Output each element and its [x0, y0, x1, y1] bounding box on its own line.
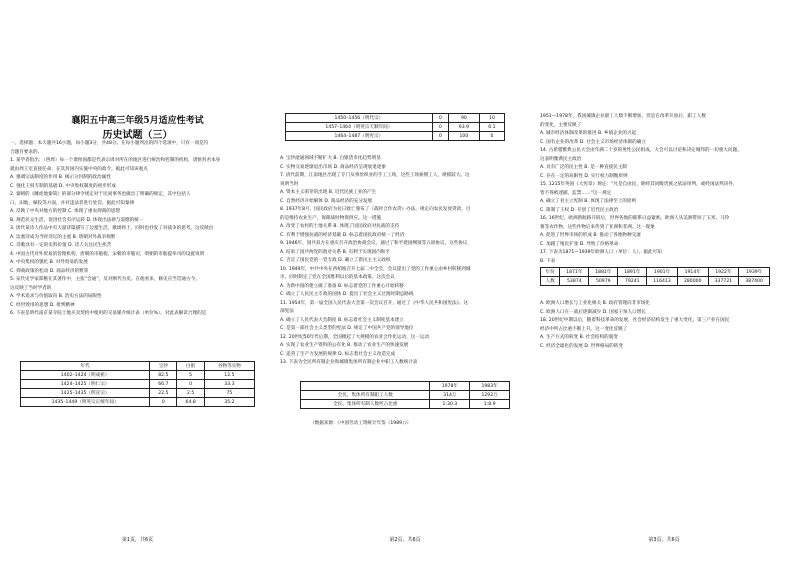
text-line: A. 具有广泛的民主性 B. 是一种直接民主制	[540, 165, 628, 170]
table-cell: 0	[432, 114, 448, 123]
text-line: B. 规范民众生活，促进社会有序运转 D. 体现出法律与道德的统一	[10, 217, 144, 223]
text-line: C. 确立了人民民主专政的国体 D. 提出了社会主义过渡时期总路线	[280, 292, 414, 297]
text-line: A. 为新中国的建立做了准备 B. 标志着党的工作重心开始转移	[280, 283, 404, 289]
text-line: 一、选择题：本大题共16小题，每小题3分，共48分。在每小题列出的四个选项中，只有一项是符	[10, 141, 209, 146]
text-line: 1951—1978年，我国城镇企业职工人数不断增加，但是在改革开放后，职工人数	[540, 114, 706, 119]
text-line: 4. 中国古代对外贸易的管理机构，唐朝的市舶使、宋朝的市舶司，明朝的市舶提举司的设置说明	[10, 251, 205, 257]
table-header-cell: 1881年	[589, 268, 618, 277]
table-cell: 6.1	[479, 123, 504, 132]
table-cell: 337721	[708, 277, 739, 286]
table-cell: 79241	[618, 277, 647, 286]
text-line: C. 抑商政策的松动 D. 商品经济的繁荣	[10, 268, 89, 274]
text-line: C. 国有企业的改革 D. 社会主义市场经济体制的确立	[540, 139, 646, 145]
text-line: A. 实现了农业生产资料的公有化 B. 推动了农业生产的快速发展	[280, 343, 409, 348]
text-line: 8. 1937年8月，国民政府为抗日救亡颁布了《战时合作农贷》办法，规定向农民发放贷款，目	[280, 207, 471, 212]
table-cell: 全民、集体所有制人数所占比重	[301, 400, 430, 409]
table-cell: 0	[432, 132, 448, 141]
table-row	[301, 391, 510, 400]
table-cell: 10	[479, 114, 504, 123]
text-line: 18. 20世纪中期以后，随着科技革命的发展，社会经济结构发生了重大变化，第三产业在国民	[540, 318, 730, 323]
text-line: A. 宝钞流通领域不断扩大 B. 白银货币化趋势明显	[280, 156, 381, 161]
table-row	[21, 371, 255, 380]
table-cell: 280000	[677, 277, 708, 286]
text-line: A. 学术追求与价值取向 B. 治史方法的局限性	[10, 294, 102, 299]
text-line: 这表明雅典民主政治	[540, 156, 582, 162]
text-line: C. 经济全球化的发展 D. 世界格局的转变	[540, 343, 623, 349]
text-line: A. 反映了中央对地方的控制 C. 体现了重农抑商的思想	[10, 209, 121, 214]
table-row	[21, 398, 255, 407]
table-cell: 1435–1449（明英宗正统年间）	[21, 398, 150, 407]
table-row	[21, 380, 255, 389]
table-cell: 1425–1435（明宣宗）	[21, 389, 150, 398]
text-line: 11. 1954年，第一届全国人民代表大会第一次会议召开，通过了《中华人民共和国宪法》。这	[280, 300, 469, 306]
text-line: 就由周王室直接任命，在其封国内实施中央的政令。据此可知该观点	[10, 166, 148, 172]
table-cell: 314万	[430, 391, 470, 400]
text-line: 的是维持农业生产，保障战时物资供应。这一措施	[280, 215, 382, 221]
table-header-cell: 1983年	[470, 382, 510, 391]
table-cell: 全民、集体所有制职工人数	[301, 391, 430, 400]
text-line: C. 强化王权专制的基础 D. 中央集权制度的初步形成	[10, 183, 116, 189]
table-cell: 116413	[647, 277, 678, 286]
text-line: 7. 清代前期，江南地区出现了专门从事丝织业的手工工场，这些工场雇佣工人，规模较大。这	[280, 173, 470, 178]
text-line: A. 生产方式的转变 B. 社会结构的演变	[540, 335, 618, 340]
table-row	[541, 277, 770, 286]
page-1	[10, 0, 265, 561]
table-header-cell: 1978年	[430, 382, 470, 391]
text-line: 12. 20世纪50年代后期，全国掀起了大规模的农业合作化运动，这一运动	[280, 334, 430, 340]
text-line: 5. 宋代史学家郑樵在其著作中，主张“会通”，反对断代为史。在他看来，修史应当贯通古今。	[10, 277, 200, 282]
table-header-cell: 年代	[21, 362, 150, 371]
table-cell: 82.5	[150, 371, 177, 380]
table-cell: 1457–1464（明英宗天顺年间）	[286, 123, 433, 132]
text-line: 薯等农作物，这些作物后来传到了亚洲和非洲。这一现象	[540, 224, 655, 230]
page3-question-text-2	[540, 300, 788, 351]
text-line: 合题目要求的。	[10, 149, 43, 155]
text-line: C. 限制了王权 D. 开创了近代民主政治	[540, 207, 619, 213]
text-line: A. 城市经济体制改革的推进 B. 乡镇企业的兴起	[540, 131, 637, 136]
table-row	[286, 132, 505, 141]
text-line: 皆不得被逮捕、监禁……”这一规定	[540, 190, 612, 196]
table-cell: 0	[150, 398, 177, 407]
page-footer: 第3页，共6页	[648, 537, 680, 543]
text-line: C. 自然经济开始解体 D. 商品经济的充分发展	[280, 198, 373, 204]
text-line: A. 欧洲人口增长与工业化相关 B. 政府管理向非市场化	[540, 301, 650, 306]
table-header-row	[541, 268, 770, 277]
table-cell: 1464–1487（明宪宗）	[286, 132, 433, 141]
currency-table-continued	[285, 113, 505, 141]
text-line: 说明当时	[280, 181, 299, 187]
text-line: A. 强调宗法制度的作用 B. 揭示分封制的政治属性	[10, 175, 111, 180]
text-line: 的变化，主要反映了	[540, 122, 582, 128]
table-cell: 1292万	[470, 391, 510, 400]
page2-question-text	[280, 155, 530, 368]
table-cell: 100	[448, 132, 479, 141]
text-line: C. 诗歌具有一定的史料价值 D. 诗人关注民生疾苦	[10, 243, 112, 248]
text-line: 部宪法	[280, 309, 294, 314]
table-cell: 0	[432, 123, 448, 132]
table-header-cell: 1939年	[739, 268, 770, 277]
table-header-cell: 1914年	[677, 268, 708, 277]
text-line: 13. 下表为全民所有制企业和城镇集体所有制企业中职工人数统计表	[280, 360, 418, 365]
table-cell: 93.9	[448, 123, 479, 132]
text-line: 经济中所占比重不断上升。这一变化反映了	[540, 326, 628, 332]
table-cell: 75	[204, 389, 254, 398]
table-cell: 22.5	[150, 389, 177, 398]
table-cell: 0	[479, 132, 504, 141]
text-line: 9. 1946年，国共双方在重庆召开政治协商会议，通过了和平建国纲领等五项协议，这些协议	[280, 241, 468, 246]
population-table	[540, 267, 770, 286]
text-line: A. 资本主义萌芽的出现 B. 近代民族工业的产生	[280, 190, 377, 195]
table-cell: 1402–1424（明成祖）	[21, 371, 150, 380]
page-footer: 第1页，共6页	[121, 537, 154, 543]
table-row	[21, 389, 255, 398]
text-line: 15. 1215年英国《大宪章》规定：“凡是自由民，除经其同级贵族之依法审判，或经国法判决外，	[540, 182, 738, 187]
table-row	[286, 123, 505, 132]
table-header-cell	[301, 382, 430, 391]
table-row	[301, 400, 510, 409]
table-cell: 53874	[560, 277, 589, 286]
table-cell: 35.2	[204, 398, 254, 407]
table-cell: 50979	[589, 277, 618, 286]
worker-table	[300, 381, 510, 409]
table-header-cell: 1891年	[618, 268, 647, 277]
table-cell: 1424–1425（明仁宗）	[21, 380, 150, 389]
table-header-cell: 1901年	[647, 268, 678, 277]
table-cell: 90	[448, 114, 479, 123]
text-line: A. 中央集权的强化 B. 对外贸易的发展	[10, 260, 88, 265]
table-header-cell: 谷物等实物	[204, 362, 254, 371]
page3-question-text	[540, 113, 788, 266]
table-cell: 64.8	[177, 398, 204, 407]
text-line: 2. 秦朝的《睡虎地秦简》的部分律令规定对于民间事务也做出了明确的规定，其中包括人	[10, 192, 191, 197]
table-header-cell: 白银	[177, 362, 204, 371]
table-header-cell: 1922年	[708, 268, 739, 277]
text-line: 16. 16世纪，欧洲新航路开辟后，世界各地的联系日益紧密。欧洲人从美洲带回了玉米、马铃	[540, 216, 730, 221]
currency-table	[20, 361, 255, 407]
table-cell: 2.5	[177, 389, 204, 398]
table-cell: 1:8.9	[470, 400, 510, 409]
text-line: 10. 1949年，中共中央在西柏坡召开七届二中全会，会议提出了党的工作重心由乡村转移到城	[280, 266, 471, 272]
table-header-row	[21, 362, 255, 371]
table-cell: 人数	[541, 277, 560, 286]
text-line: 1. 某学者指出：（西周）每一个诸侯国都是代表宗周对所在的地区进行统治和控制的机构，诸侯封君本身	[10, 158, 221, 163]
text-line: 6. 下表是明代南京某寺院土地买卖契约中使用的交易媒介统计表（单位%）。对此表解读合理的是	[10, 311, 207, 316]
text-line: C. 是第一部社会主义类型的宪法 D. 规定了中国共产党的领导地位	[280, 326, 414, 331]
page-2	[280, 0, 530, 561]
text-line: C. 有利于增强抗战的经济基础 D. 标志着国民政府统一了经济	[280, 232, 405, 238]
table-row	[286, 114, 505, 123]
table-header-row	[301, 382, 510, 391]
text-line: 14. 古希腊雅典公民大会由年满二十岁的男性公民组成，大会可以讨论和决定城邦的一切重大问题。	[540, 148, 742, 153]
text-line: A. 确立了君主立宪制 B. 体现了法律至上的原则	[540, 199, 637, 204]
table-header-cell: 年份	[541, 268, 560, 277]
page1-question-text	[10, 140, 265, 319]
text-line: A. 边塞诗成为当时诗坛的主流 B. 唐朝对外战争频繁	[10, 234, 116, 240]
page-footer: 第2页，共6页	[389, 537, 421, 543]
text-line: A. 改变了农村的土地关系 B. 体现了国民政府对抗战的支持	[280, 224, 400, 229]
table-cell: 12.5	[204, 371, 254, 380]
table-cell: 1450–1456（明代宗）	[286, 114, 433, 123]
text-line: A. 促进了世界市场的形成 B. 推动了各地物种交流	[540, 233, 641, 238]
table-cell: 387400	[739, 277, 770, 286]
table-header-cell: 宝钞	[150, 362, 177, 371]
text-line: 口、田地、赋役等方面，并对违法者进行处罚。据此可知秦律	[10, 200, 135, 206]
table-header-cell: 1871年	[560, 268, 589, 277]
table-cell: 1:30.3	[430, 400, 470, 409]
table-source-note: （数据来源：《中国劳动工资统计年鉴（1989）》）	[310, 421, 412, 426]
text-line: C. 欧洲人口在一战后逐渐减少 D. 国家干预人口增长	[540, 309, 646, 315]
text-line: B. 下表	[540, 258, 556, 264]
text-line: 这反映了当时学者的	[10, 285, 52, 291]
text-line: C. 存在一定的局限性 D. 实行权力制衡原则	[540, 173, 628, 179]
table-cell: 33.3	[204, 380, 254, 389]
text-line: 3. 唐代某诗人作品中有大量诗篇描写了边塞生活，歌颂将士，同时也抒发了对战争的思考。这反映出	[10, 226, 214, 231]
text-line: C. 否定了国民党的一党专政 D. 确立了新民主主义政权	[280, 258, 391, 263]
text-line: A. 确立了人民代表大会制度 B. 标志着社会主义制度基本建立	[280, 317, 404, 323]
text-line: C. 经世致用的思想 D. 批判精神	[10, 302, 75, 308]
text-line: 17. 下表为1871—1939年欧洲人口（单位：人）。据此可知	[540, 250, 662, 255]
text-line: C. 加剧了殖民扩张 D. 导致了价格革命	[540, 241, 619, 247]
table-cell: 66.7	[150, 380, 177, 389]
table-cell: 5	[177, 371, 204, 380]
exam-subtitle: 历史试题（三）	[102, 130, 173, 141]
text-line: A. 结束了国共两党的敌对关系 B. 有利于实现国内和平	[280, 249, 390, 255]
text-line: C. 违背了生产力发展的规律 D. 标志着社会主义改造完成	[280, 351, 396, 357]
exam-title: 襄阳五中高三年级5月适应性考试	[71, 116, 204, 126]
table-cell: 0	[177, 380, 204, 389]
page-3	[540, 0, 788, 561]
text-line: 市，同时制定了党在全国胜利以后的基本政策。这次会议	[280, 275, 395, 280]
text-line: C. 实物交易逐渐退出市场 D. 商品经济呈现衰退迹象	[280, 164, 386, 170]
